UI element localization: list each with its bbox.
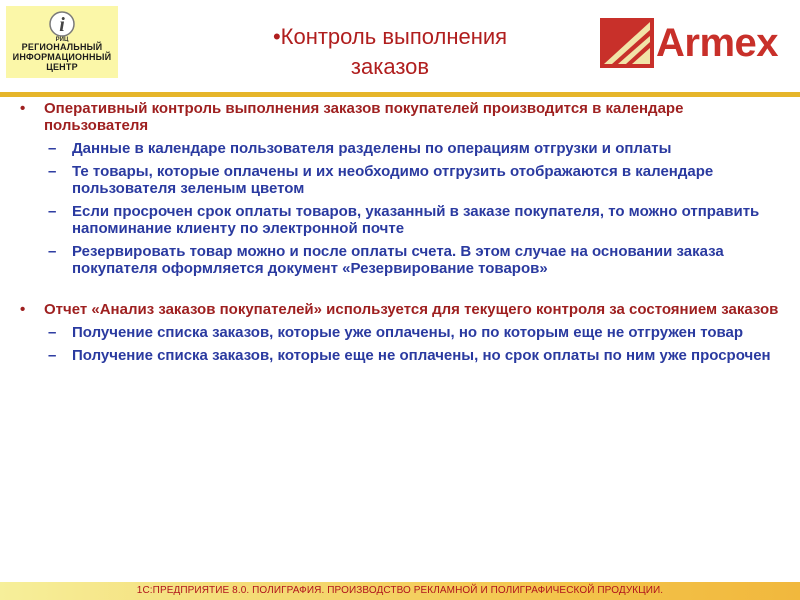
sub-item-text: Если просрочен срок оплаты товаров, указанный в заказе покупателя, то можно отправить напоминание клиенту по электронной почте (72, 203, 760, 237)
page-title-line-1: •Контроль выполнения (272, 24, 508, 49)
ric-emblem-text: РИЦ (55, 37, 69, 42)
footer-text: 1С:ПРЕДПРИЯТИЕ 8.0. ПОЛИГРАФИЯ. ПРОИЗВОДСТВО РЕКЛАМНОЙ И ПОЛИГРАФИЧЕСКОЙ ПРОДУКЦИИ. (136, 585, 664, 596)
bullet-text: Оперативный контроль выполнения заказов покупателей производится в календаре пользователя (44, 100, 684, 134)
ric-logo-line-3: ЦЕНТР (46, 62, 78, 72)
sub-item-text: Резервировать товар можно и после оплаты счета. В этом случае на основании заказа покупателя оформляется документ «Резервирование товаров» (72, 243, 724, 277)
sub-item (18, 324, 788, 341)
dash-mark: – (48, 163, 57, 180)
armex-wordmark: Armex (656, 21, 779, 65)
sub-item (18, 347, 788, 364)
sub-item (18, 163, 788, 197)
bullet-report-analysis (18, 301, 788, 318)
dash-mark: – (48, 324, 57, 341)
ric-emblem-icon (47, 10, 77, 42)
dash-mark: – (48, 243, 57, 260)
bullet-order-control (18, 100, 788, 134)
ric-logo-line-2: ИНФОРМАЦИОННЫЙ (12, 52, 112, 62)
armex-emblem-icon (600, 18, 654, 68)
section-gap (18, 283, 788, 301)
sub-item-text: Получение списка заказов, которые уже оплачены, но по которым еще не отгружен товар (72, 324, 744, 341)
sub-item-text: Получение списка заказов, которые еще не оплачены, но срок оплаты по ним уже просрочен (72, 347, 771, 364)
sub-item-text: Данные в календаре пользователя разделены по операциям отгрузки и оплаты (72, 140, 672, 157)
ric-logo (6, 6, 118, 78)
page-title (170, 22, 610, 82)
slide-content (18, 100, 788, 370)
header-divider (0, 92, 800, 97)
armex-logo (600, 16, 796, 72)
footer-banner (0, 582, 800, 600)
page-title-line-2: заказов (350, 54, 430, 79)
bullet-mark: • (20, 301, 26, 318)
dash-mark: – (48, 347, 57, 364)
bullet-mark: • (20, 100, 26, 117)
dash-mark: – (48, 203, 57, 220)
svg-text:i: i (59, 14, 65, 36)
sub-item (18, 203, 788, 237)
sub-item-text: Те товары, которые оплачены и их необходимо отгрузить отображаются в календаре пользователя зеленым цветом (72, 163, 714, 197)
dash-mark: – (48, 140, 57, 157)
sub-item (18, 243, 788, 277)
ric-logo-line-1: РЕГИОНАЛЬНЫЙ (21, 42, 103, 52)
sub-item (18, 140, 788, 157)
bullet-text: Отчет «Анализ заказов покупателей» используется для текущего контроля за состоянием заказов (44, 301, 779, 318)
